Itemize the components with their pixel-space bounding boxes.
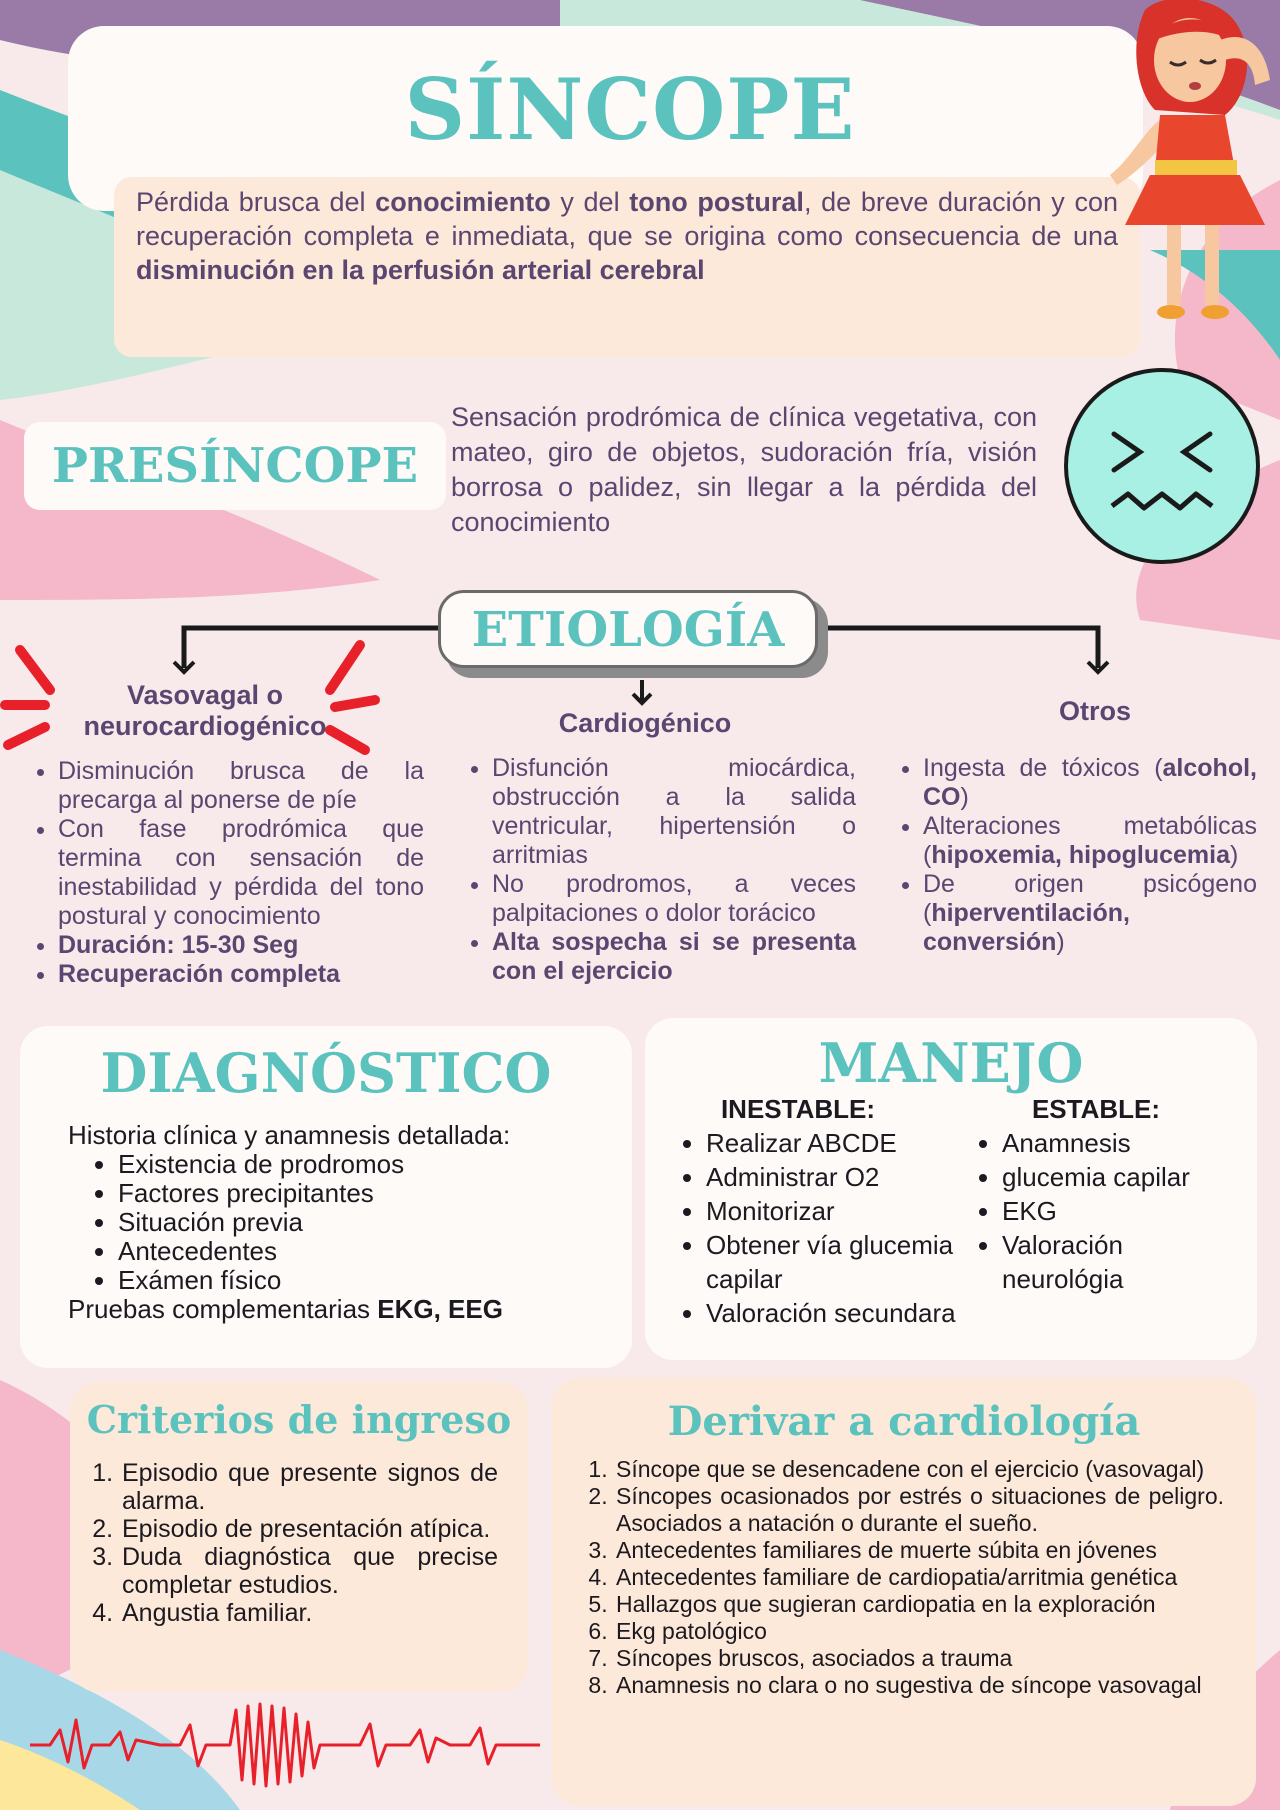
- list-item: • EKG: [1002, 1194, 1236, 1228]
- diagnostico-intro: Historia clínica y anamnesis detallada:: [68, 1120, 511, 1150]
- list-item: 3. Duda diagnóstica que precise completar estudios.: [120, 1543, 498, 1599]
- diagnostico-body: [68, 1121, 608, 1324]
- list-item: • Realizar ABCDE: [706, 1126, 958, 1160]
- diagnostico-title: DIAGNÓSTICO: [100, 1041, 552, 1105]
- list-item: 7. Síncopes bruscos, asociados a trauma: [614, 1645, 1224, 1672]
- manejo-estable: [966, 1092, 1236, 1296]
- otros-title: Otros: [1058, 696, 1131, 726]
- definition-box: Pérdida brusca del conocimiento y del tono postural, de breve duración y con recuperación completa e inmediata, que se origina como consecuencia de una disminución en la perfusión arterial cerebral: [114, 177, 1140, 357]
- derivar-list: [590, 1456, 1224, 1699]
- list-item: • Disfunción miocárdica, obstrucción a la salida ventricular, hipertensión o arritmias: [492, 754, 856, 870]
- presincope-title: PRESÍNCOPE: [51, 438, 419, 494]
- vasovagal-list: [28, 757, 424, 989]
- list-item: • Alta sospecha si se presenta con el ejercicio: [492, 928, 856, 986]
- list-item: 5. Hallazgos que sugieran cardiopatia en la exploración: [614, 1591, 1224, 1618]
- dizzy-face-icon: [1062, 366, 1262, 566]
- cardiogenico-list: [462, 754, 856, 986]
- list-item: • Factores precipitantes: [118, 1179, 608, 1208]
- list-item: 1. Síncope que se desencadene con el ejercicio (vasovagal): [614, 1456, 1224, 1483]
- presincope-text: Sensación prodrómica de clínica vegetativa, con mateo, giro de objetos, sudoración fría, visión borrosa o palidez, sin llegar a la pérdida del conocimiento: [451, 402, 1037, 537]
- list-item: 8. Anamnesis no clara o no sugestiva de síncope vasovagal: [614, 1672, 1224, 1699]
- criterios-title: Criterios de ingreso: [86, 1397, 512, 1442]
- list-item: 4. Angustia familiar.: [120, 1599, 498, 1627]
- list-item: 2. Episodio de presentación atípica.: [120, 1515, 498, 1543]
- list-item: • De origen psicógeno (hiperventilación, conversión): [923, 870, 1257, 957]
- list-item: • Duración: 15-30 Seg: [58, 931, 424, 960]
- fainting-girl-illustration: [1105, 0, 1280, 330]
- list-item: • Valoración secundara: [706, 1296, 958, 1330]
- diagnostico-pruebas: Pruebas complementarias EKG, EEG: [68, 1294, 503, 1324]
- list-item: • Administrar O2: [706, 1160, 958, 1194]
- list-item: • Alteraciones metabólicas (hipoxemia, hipoglucemia): [923, 812, 1257, 870]
- list-item: • Obtener vía glucemia capilar: [706, 1228, 958, 1296]
- cardiogenico-title: Cardiogénico: [558, 708, 732, 738]
- list-item: • Disminución brusca de la precarga al ponerse de píe: [58, 757, 424, 815]
- inestable-title: INESTABLE:: [720, 1094, 876, 1124]
- list-item: 3. Antecedentes familiares de muerte súbita en jóvenes: [614, 1537, 1224, 1564]
- manejo-title: MANEJO: [818, 1031, 1084, 1095]
- list-item: 1. Episodio que presente signos de alarma.: [120, 1459, 498, 1515]
- derivar-title: Derivar a cardiología: [667, 1398, 1141, 1445]
- manejo-inestable: [668, 1092, 958, 1330]
- list-item: • Situación previa: [118, 1208, 608, 1237]
- list-item: 2. Síncopes ocasionados por estrés o situaciones de peligro. Asociados a natación o durante el sueño.: [614, 1483, 1224, 1537]
- estable-title: ESTABLE:: [1031, 1094, 1161, 1124]
- list-item: • Ingesta de tóxicos (alcohol, CO): [923, 754, 1257, 812]
- list-item: • Recuperación completa: [58, 960, 424, 989]
- list-item: • Exámen físico: [118, 1266, 608, 1295]
- list-item: • Valoración neurológia: [1002, 1228, 1236, 1296]
- list-item: • Monitorizar: [706, 1194, 958, 1228]
- list-item: • Antecedentes: [118, 1237, 608, 1266]
- heartbeat-line-icon: [30, 1700, 540, 1790]
- list-item: • glucemia capilar: [1002, 1160, 1236, 1194]
- vasovagal-title: Vasovagal o neurocardiogénico: [83, 680, 327, 741]
- criterios-list: [92, 1459, 498, 1627]
- list-item: • Anamnesis: [1002, 1126, 1236, 1160]
- list-item: 4. Antecedentes familiare de cardiopatia/arritmia genética: [614, 1564, 1224, 1591]
- list-item: • Existencia de prodromos: [118, 1150, 608, 1179]
- otros-list: [893, 754, 1257, 957]
- list-item: 6. Ekg patológico: [614, 1618, 1224, 1645]
- list-item: • Con fase prodrómica que termina con sensación de inestabilidad y pérdida del tono postural y conocimiento: [58, 815, 424, 931]
- etiologia-title: ETIOLOGÍA: [471, 602, 785, 658]
- page-title: SÍNCOPE: [404, 60, 856, 159]
- list-item: • No prodromos, a veces palpitaciones o dolor torácico: [492, 870, 856, 928]
